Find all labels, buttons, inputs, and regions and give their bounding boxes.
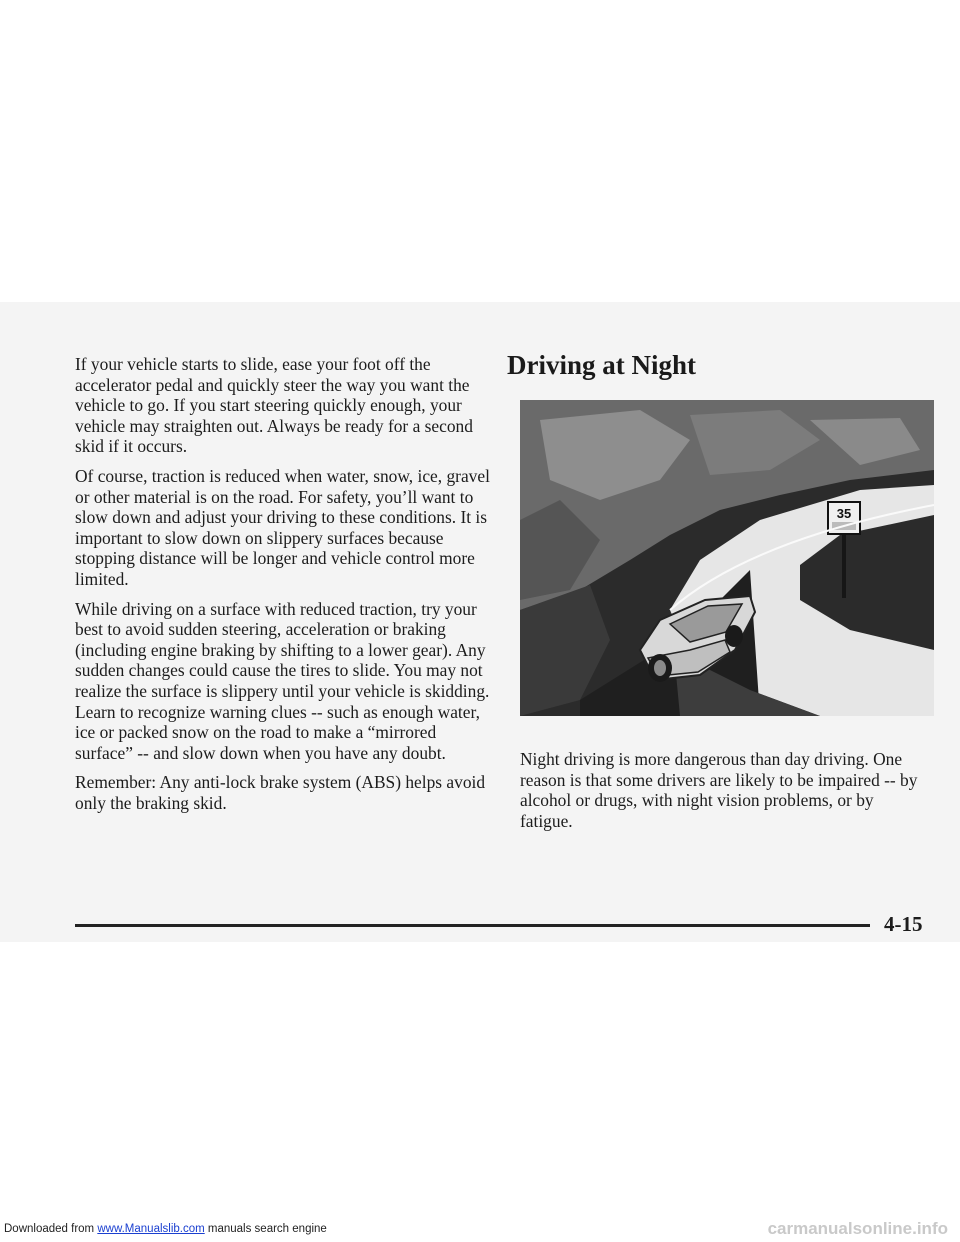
- section-title: Driving at Night: [507, 350, 696, 380]
- download-prefix: Downloaded from: [4, 1223, 98, 1235]
- night-driving-illustration: [520, 400, 934, 716]
- page-number: 4-15: [884, 912, 923, 936]
- download-suffix: manuals search engine: [204, 1223, 327, 1235]
- paragraph-reduced-traction: While driving on a surface with reduced traction, try your best to avoid sudden steering, acceleration or braking (including engine braking by shifting to a lower gear). Any sudden changes could cause the tires to slide. You may not realize the surface is slippery until your vehicle is skidding. Learn to recognize warning clues -- such as enough water, ice or packed snow on the road to make a “mirrored surface” -- and slow down when you have any doubt.: [75, 598, 490, 763]
- paragraph-traction: Of course, traction is reduced when water, snow, ice, gravel or other material is on the road. For safety, you’ll want to slow down and adjust your driving to these conditions. It is important to slow down on slippery surfaces because stopping distance will be longer and vehicle control more limited.: [75, 465, 490, 589]
- speed-sign-number: 35: [836, 506, 852, 521]
- night-driving-paragraph: Night driving is more dangerous than day driving. One reason is that some drivers are likely to be impaired -- by alcohol or drugs, with night vision problems, or by fatigue.: [520, 749, 918, 831]
- left-column: [75, 354, 490, 822]
- paragraph-skid-recovery: If your vehicle starts to slide, ease your foot off the accelerator pedal and quickly steer the way you want the vehicle to go. If you start steering quickly enough, your vehicle may straighten out. Always be ready for a second skid if it occurs.: [75, 354, 473, 457]
- manualslib-link[interactable]: www.Manualslib.com: [97, 1223, 205, 1235]
- paragraph-abs: Remember: Any anti-lock brake system (ABS) helps avoid only the braking skid.: [75, 772, 486, 813]
- night-road-drawing: [520, 400, 934, 716]
- download-bar: [4, 1223, 327, 1235]
- watermark: carmanualsonline.info: [767, 1219, 948, 1238]
- footer-rule: [75, 924, 870, 927]
